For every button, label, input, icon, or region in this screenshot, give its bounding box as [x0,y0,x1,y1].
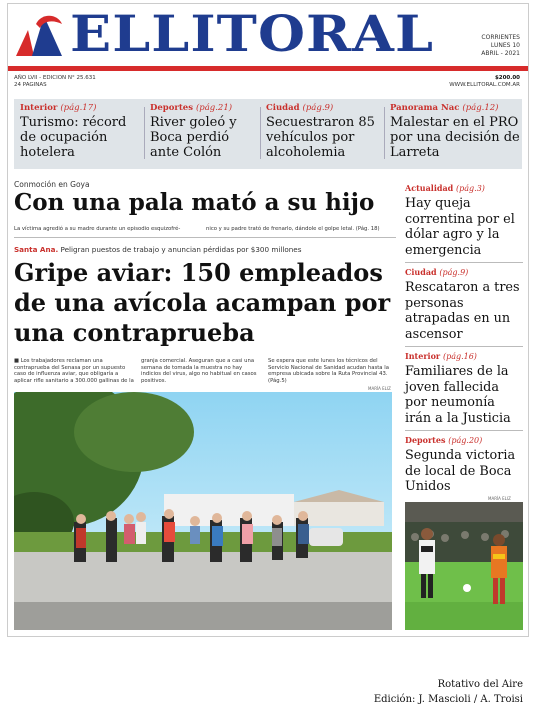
teaser-divider [260,107,261,159]
story2-col2: granja comercial. Aseguran que a casi una semana de tomada la muestra no hay indicios del virus, algo no habitual en casos positivos. [141,358,257,384]
teaser-ciudad[interactable] [266,103,384,163]
price: $200.00 [494,75,520,81]
sidebar-section: Deportes [405,435,446,445]
sidebar-page: (pág.20) [448,436,483,445]
teaser-interior[interactable] [20,103,138,163]
newspaper-front-page [7,3,529,637]
date-month-year: ABRIL - 2021 [481,50,520,57]
footer-editors: Edición: J. Mascioli / A. Troisi [373,694,523,705]
sidebar-page: (pág.16) [442,352,477,361]
newspaper-logo-icon [14,10,64,58]
sidebar-photo-credit: MARÍA ELIZ [488,496,511,501]
footer-program: Rotativo del Aire [437,679,523,690]
teaser-title: River goleó y Boca perdió ante Colón [150,115,237,160]
city-label: CORRIENTES [481,34,520,41]
teaser-section: Deportes [150,103,193,113]
teaser-deportes[interactable] [150,103,262,163]
sidebar-title: Hay queja correntina por el dólar agro y la emergencia [405,196,515,258]
story2-kicker [14,245,301,254]
story2-kicker-text: Peligran puestos de trabajo y anuncian pérdidas por $300 millones [60,245,302,254]
sidebar-divider [405,430,523,431]
teaser-page: (pág.17) [60,103,97,113]
teaser-section: Ciudad [266,103,300,113]
sidebar-divider [405,346,523,347]
teaser-section: Interior [20,103,58,113]
sidebar-item-actualidad[interactable] [405,183,523,258]
sidebar-title: Segunda victoria de local de Boca Unidos [405,448,516,494]
workers-protest-photo [14,392,392,630]
website: WWW.ELLITORAL.COM.AR [449,82,520,88]
sidebar-item-ciudad[interactable] [405,267,523,342]
story1-kicker: Conmoción en Goya [14,180,90,189]
sidebar-section: Interior [405,351,441,361]
story1-headline[interactable]: Con una pala mató a su hijo [14,189,375,216]
masthead [8,4,528,64]
teaser-page: (pág.9) [302,103,334,113]
teaser-title: Turismo: récord de ocupación hotelera [20,115,127,160]
teaser-bar [14,99,522,169]
sidebar-page: (pág.9) [439,268,469,277]
football-match-photo [405,502,523,630]
photo-credit: MARÍA ELIZ [368,386,391,391]
sidebar-section: Actualidad [405,183,454,193]
edition-number: AÑO LVII - EDICION N° 25.631 [14,75,96,81]
story1-lead-left: La víctima agredió a su madre durante un episodio esquizofré- [14,226,181,232]
story2-col3: Se espera que este lunes los técnicos del Servicio Nacional de Sanidad acudan hasta la empresa ubicada sobre la Ruta Provincial 43. (Pág.5) [268,358,389,384]
footer-credits [374,677,523,707]
sidebar-title: Rescataron a tres personas atrapadas en un ascensor [405,280,520,342]
story1-lead-right: nico y su padre trató de frenarlo, dándole el golpe letal. (Pág. 18) [206,226,380,232]
masthead-divider [8,66,528,71]
date-box [481,34,520,58]
newspaper-name: ELLITORAL [70,4,435,63]
price-info [449,75,520,89]
teaser-title: Secuestraron 85 vehículos por alcoholemia [266,115,375,160]
edition-info [14,75,96,89]
sidebar-title: Familiares de la joven fallecida por neumonía irán a la Justicia [405,364,511,426]
sidebar-page: (pág.3) [456,184,485,193]
story2-headline[interactable]: Gripe aviar: 150 empleados de una avícola acampan por una contraprueba [14,258,391,347]
teaser-divider [384,107,385,159]
sidebar-section: Ciudad [405,267,437,277]
teaser-panorama[interactable] [390,103,520,163]
story2-place: Santa Ana. [14,245,59,254]
teaser-page: (pág.12) [462,103,499,113]
date-day: LUNES 10 [490,42,520,49]
teaser-page: (pág.21) [195,103,233,113]
story2-col1: ■ Los trabajadores reclaman una contraprueba del Senasa por un supuesto caso de influenza aviar, que obligaría a aplicar rifle sanitario a 300.000 gallinas de la [14,358,134,384]
teaser-section: Panorama Nac [390,103,460,113]
teaser-title: Malestar en el PRO por una decisión de Larreta [390,115,520,160]
page-count: 24 PAGINAS [14,82,47,88]
sidebar-item-deportes[interactable] [405,435,523,495]
teaser-divider [144,107,145,159]
story-divider [14,237,396,238]
sidebar-divider [405,262,523,263]
sidebar-item-interior[interactable] [405,351,523,426]
